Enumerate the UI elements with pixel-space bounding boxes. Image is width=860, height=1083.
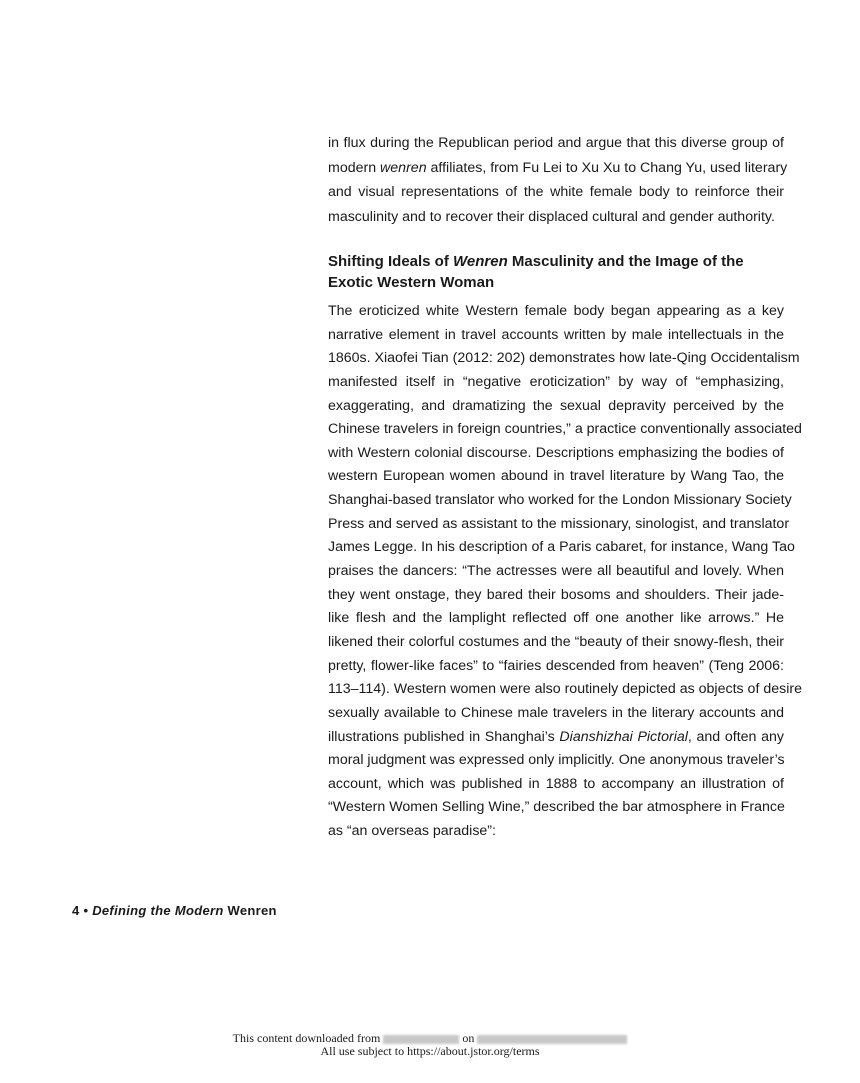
text-line [328,607,784,631]
text-segment: moral judgment was expressed only implicitly. One anonymous traveler’s [328,752,785,769]
text-line [328,749,784,773]
terms-notice: All use subject to https://about.jstor.org/terms [320,1044,540,1058]
section-heading [328,251,784,293]
text-line [328,395,784,419]
text-line [328,131,784,156]
book-title-rest: Wenren [223,903,277,918]
redacted-ip [383,1035,459,1044]
text-line [328,631,784,655]
text-line [328,655,784,679]
text-segment: pretty, flower-like faces” to “fairies descended from heaven” (Teng 2006: [328,657,784,674]
text-segment: Shifting Ideals of [328,253,454,270]
text-segment: Exotic Western Woman [328,274,495,291]
text-segment: account, which was published in 1888 to accompany an illustration of [328,775,784,792]
text-segment: manifested itself in “negative eroticization” by way of “emphasizing, [328,373,784,390]
text-line [328,584,784,608]
paragraph-intro [328,131,788,229]
text-segment: James Legge. In his description of a Paris cabaret, for instance, Wang Tao [328,539,795,556]
text-segment: like flesh and the lamplight reflected off one another like arrows.” He [328,610,784,627]
text-segment: with Western colonial discourse. Descriptions emphasizing the bodies of [328,444,784,461]
text-segment: The eroticized white Western female body began appearing as a key [328,303,784,319]
text-segment: sexually available to Chinese male travelers in the literary accounts and [328,704,784,721]
text-line [328,560,784,584]
text-segment: affiliates, from Fu Lei to Xu Xu to Chang Yu, used literary [426,159,788,176]
text-segment: 113–114). Western women were also routinely depicted as objects of desire [328,681,802,698]
text-segment: 1860s. Xiaofei Tian (2012: 202) demonstrates how late-Qing Occidentalism [328,350,800,367]
text-segment: they went onstage, they bared their bosoms and shoulders. Their jade- [328,586,784,603]
text-segment: Press and served as assistant to the missionary, sinologist, and translator [328,515,790,532]
italic-text: Dianshizhai Pictorial [559,728,688,745]
text-line [328,418,802,442]
text-segment: “Western Women Selling Wine,” described the bar atmosphere in France [328,799,785,816]
italic-text: Wenren [453,253,508,270]
text-segment: praises the dancers: “The actresses were all beautiful and lovely. When [328,563,784,580]
text-line [328,536,795,560]
text-line [328,156,788,181]
text-line [328,251,784,272]
download-notice: This content downloaded from [232,1031,384,1045]
text-line [328,347,800,371]
text-segment: , and often any [687,728,784,745]
text-segment: Masculinity and the Image of the [507,253,744,270]
text-line [328,796,784,820]
text-line [328,324,784,348]
text-line [328,300,784,324]
text-segment: narrative element in travel accounts written by male intellectuals in the [328,326,784,343]
text-line [328,726,784,750]
text-line [328,702,784,726]
text-segment: and visual representations of the white female body to reinforce their [328,184,784,201]
text-segment: Shanghai-based translator who worked for the London Missionary Society [328,492,792,509]
text-line [328,180,784,205]
text-segment: as “an overseas paradise”: [328,823,496,840]
page-number: 4 [72,903,80,918]
text-segment: exaggerating, and dramatizing the sexual depravity perceived by the [328,397,784,414]
text-segment: Chinese travelers in foreign countries,” a practice conventionally associated [328,421,802,438]
text-line [328,442,784,466]
text-segment: modern [328,159,381,176]
redacted-date [477,1035,627,1044]
text-line [328,489,792,513]
download-notice-on: on [459,1031,478,1045]
text-segment: in flux during the Republican period and argue that this diverse group of [328,135,784,151]
running-footer [72,903,277,918]
text-segment: western European women abound in travel literature by Wang Tao, the [328,468,784,485]
text-line [328,205,784,230]
text-line [328,371,784,395]
text-line [328,820,784,844]
text-line [328,513,790,537]
jstor-notice [0,1032,860,1058]
paragraph-body [328,300,802,844]
text-line [328,773,784,797]
text-segment: masculinity and to recover their displaced cultural and gender authority. [328,208,775,225]
text-segment: illustrations published in Shanghai’s [328,728,560,745]
text-line [328,465,784,489]
italic-text: wenren [380,159,427,176]
book-title-italic: Defining the Modern [92,903,224,918]
footer-bullet: • [79,903,93,918]
text-line [328,272,784,293]
text-segment: likened their colorful costumes and the “beauty of their snowy-flesh, their [328,633,784,650]
text-line [328,678,802,702]
